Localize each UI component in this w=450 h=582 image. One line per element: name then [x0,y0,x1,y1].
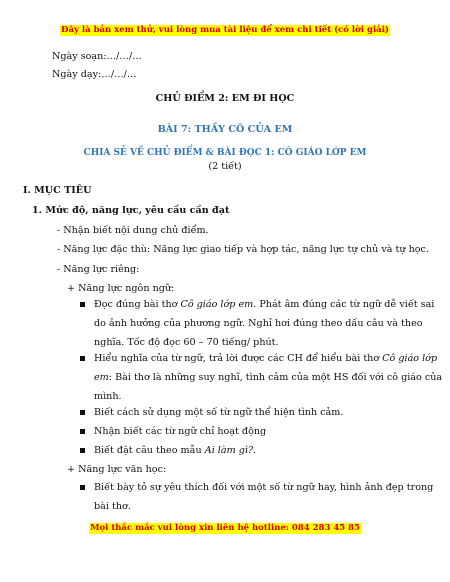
objective-item: - Năng lực riêng: [57,264,140,275]
bullet-text: Hiểu nghĩa của từ ngữ, trả lời được các CH để hiểu bài thơ Cô giáo lớp [94,353,438,364]
subsection-heading: 1. Mức độ, năng lực, yêu cầu cần đạt [32,205,230,216]
bullet-icon [80,429,85,434]
hotline-banner: Mọi thắc mắc vui lòng xin liên hệ hotline: 084 283 45 85 [90,523,360,533]
date-teach: Ngày dạy:…/…/… [52,69,137,80]
lesson-title: BÀI 7: THẦY CÔ CỦA EM [157,124,293,135]
bullet-icon [80,410,85,415]
bullet-icon [80,356,85,361]
bullet-text: bài thơ. [94,501,131,512]
bullet-text: do ảnh hưởng của phương ngữ. Nghỉ hơi đúng theo dấu câu và theo [94,318,423,329]
bullet-text: nghĩa. Tốc độ đọc 60 – 70 tiếng/ phút. [94,337,279,348]
bullet-text: Đọc đúng bài thơ Cô giáo lớp em. Phát âm đúng các từ ngữ dễ viết sai [94,299,435,310]
date-prepare: Ngày soạn:…/…/… [52,51,142,62]
bullet-text: Biết cách sử dụng một số từ ngữ thể hiện tình cảm. [94,407,344,418]
bullet-text: Nhận biết các từ ngữ chỉ hoạt động [94,426,267,437]
bullet-text: mình. [94,391,122,402]
objective-item: - Nhận biết nội dung chủ điểm. [57,225,209,236]
bullet-text: Biết bày tỏ sự yêu thích đối với một số từ ngữ hay, hình ảnh đẹp trong [94,482,434,493]
theme-title: CHỦ ĐIỂM 2: EM ĐI HỌC [155,93,295,104]
preview-banner: Đây là bản xem thử, vui lòng mua tài liệu để xem chi tiết (có lời giải) [61,25,389,35]
section-heading: I. MỤC TIÊU [23,185,92,196]
bullet-text: em: Bài thơ là những suy nghĩ, tình cảm của một HS đối với cô giáo của [94,372,443,383]
competency-heading: + Năng lực ngôn ngữ: [67,283,175,294]
objective-item: - Năng lực đặc thù: Năng lực giao tiếp và hợp tác, năng lực tự chủ và tự học. [57,244,429,255]
bullet-icon [80,448,85,453]
bullet-icon [80,302,85,307]
bullet-text: Biết đặt câu theo mẫu Ai làm gì?. [94,445,257,456]
lesson-subtitle: CHIA SẺ VỀ CHỦ ĐIỂM & BÀI ĐỌC 1: CÔ GIÁO LỚP EM [83,148,367,158]
competency-heading: + Năng lực văn học: [67,464,167,475]
periods: (2 tiết) [208,161,242,172]
bullet-icon [80,485,85,490]
